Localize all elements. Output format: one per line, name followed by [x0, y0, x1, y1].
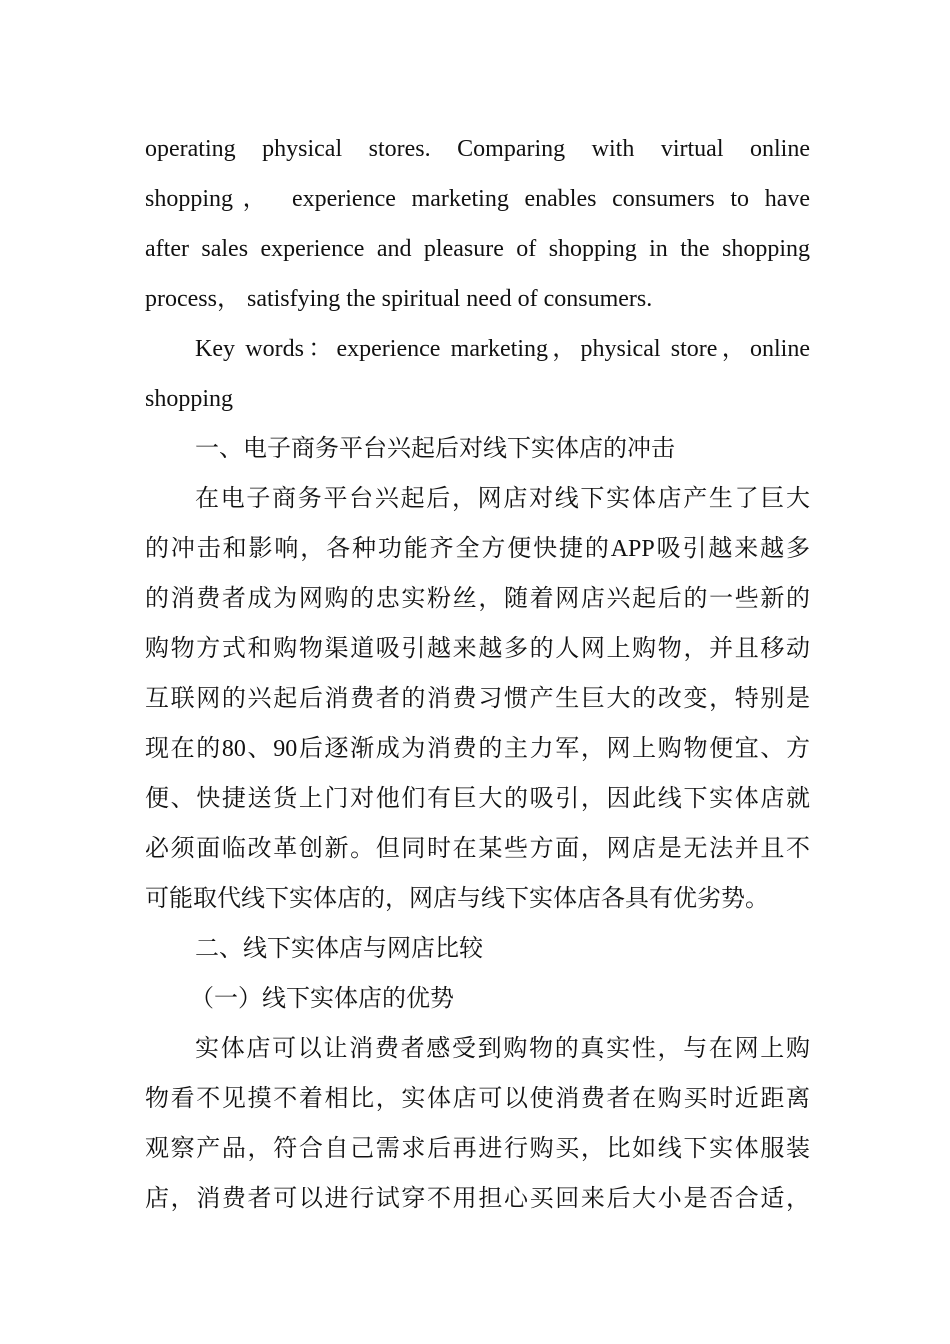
paragraph-line: 便、快捷送货上门对他们有巨大的吸引，因此线下实体店就	[145, 786, 810, 812]
subsection-heading: （一）线下实体店的优势	[190, 986, 454, 1012]
paragraph-line: 实体店可以让消费者感受到购物的真实性，与在网上购	[195, 1036, 810, 1062]
keywords-line: Key words：experience marketing，physical store，online	[195, 336, 810, 362]
paragraph-line: 互联网的兴起后消费者的消费习惯产生巨大的改变，特别是	[145, 686, 810, 712]
paragraph-line: 观察产品，符合自己需求后再进行购买，比如线下实体服装	[145, 1136, 810, 1162]
abstract-line: after sales experience and pleasure of shopping in the shopping	[145, 236, 810, 262]
paragraph-line: 的消费者成为网购的忠实粉丝，随着网店兴起后的一些新的	[145, 586, 810, 612]
paragraph-line: 物看不见摸不着相比，实体店可以使消费者在购买时近距离	[145, 1086, 810, 1112]
paragraph-line: 店，消费者可以进行试穿不用担心买回来后大小是否合适，	[145, 1186, 810, 1212]
paragraph-line: 现在的80、90后逐渐成为消费的主力军，网上购物便宜、方	[145, 736, 810, 762]
paragraph-line: 必须面临改革创新。但同时在某些方面，网店是无法并且不	[145, 836, 810, 862]
section-heading: 二、线下实体店与网店比较	[195, 936, 483, 962]
abstract-line: operating physical stores. Comparing with virtual online	[145, 136, 810, 162]
paragraph-line: 的冲击和影响，各种功能齐全方便快捷的APP吸引越来越多	[145, 536, 810, 562]
abstract-line: shopping， experience marketing enables consumers to have	[145, 186, 810, 212]
section-heading: 一、电子商务平台兴起后对线下实体店的冲击	[195, 436, 675, 462]
paragraph-line: 在电子商务平台兴起后，网店对线下实体店产生了巨大	[195, 486, 810, 512]
abstract-line: process， satisfying the spiritual need of consumers.	[145, 286, 653, 312]
paragraph-line: 可能取代线下实体店的，网店与线下实体店各具有优劣势。	[145, 886, 769, 912]
paragraph-line: 购物方式和购物渠道吸引越来越多的人网上购物，并且移动	[145, 636, 810, 662]
keywords-line: shopping	[145, 386, 234, 412]
